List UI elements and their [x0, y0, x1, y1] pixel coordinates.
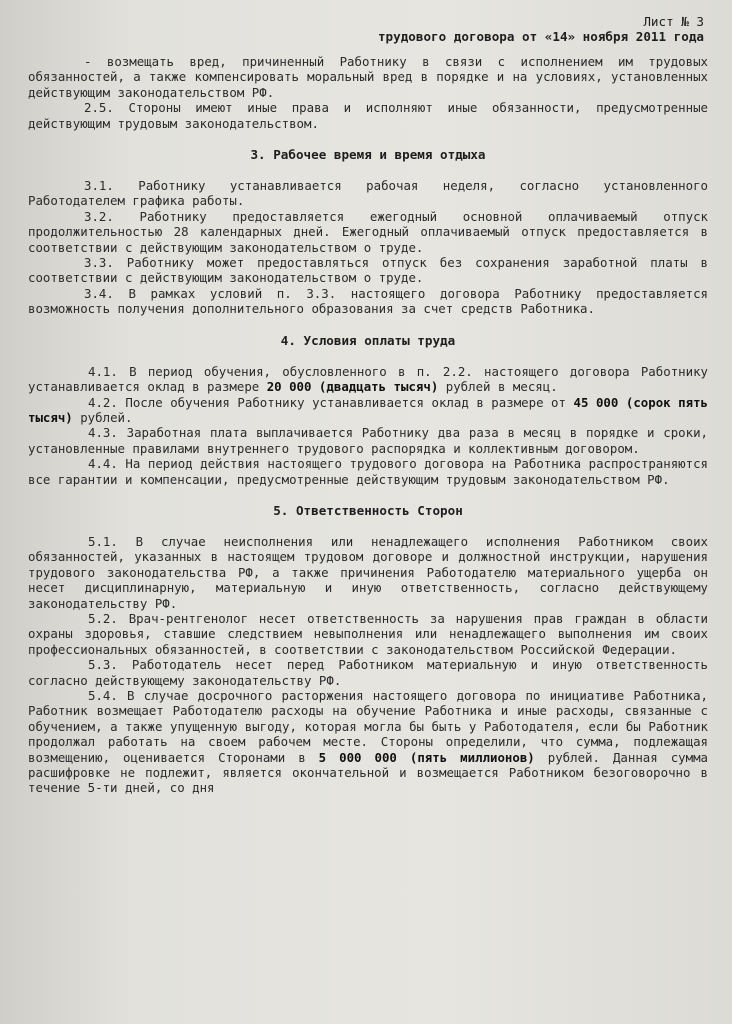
paragraph-5-4-end: рублей. Данная сумма расшифровке не подлежит, является окончательной и возмещается Работником безоговорочно в течение 5-ти дней, со дня [28, 749, 708, 796]
paragraph-3-1: 3.1. Работнику устанавливается рабочая неделя, согласно установленного Работодателем графика работы. [28, 178, 708, 209]
paragraph-3-3: 3.3. Работнику может предоставляться отпуск без сохранения заработной платы в соответствии с действующим законодательством о труде. [28, 255, 708, 286]
salary-training-amount: 20 000 (двадцать тысяч) [266, 379, 439, 395]
paragraph-2-5: 2.5. Стороны имеют иные права и исполняют иные обязанности, предусмотренные действующим трудовым законодательством. [28, 100, 708, 131]
contract-reference: трудового договора от «14» ноября 2011 года [377, 29, 704, 44]
paragraph-4-2-end: рублей. [72, 409, 133, 425]
paragraph-4-2 [28, 395, 708, 426]
section-3-title: 3. Рабочее время и время отдыха [250, 147, 486, 163]
paragraph-4-4: 4.4. На период действия настоящего трудового договора на Работника распространяются все гарантии и компенсации, предусмотренные действующим трудовым законодательством РФ. [28, 456, 708, 487]
paragraph-3-2: 3.2. Работнику предоставляется ежегодный основной оплачиваемый отпуск продолжительностью 28 календарных дней. Ежегодный оплачиваемый отпуск предоставляется в соответствии с действующим законодательством о труде. [28, 208, 708, 255]
section-4-title: 4. Условия оплаты труда [280, 332, 456, 348]
paragraph-5-2: 5.2. Врач-рентгенолог несет ответственность за нарушения прав граждан в области охраны здоровья, ставшие следствием невыполнения или ненадлежащего выполнения им своих профессиональных обязанностей, в соответствии с законодательством Российской Федерации. [28, 610, 708, 657]
paragraph-5-4 [28, 688, 708, 796]
paragraph-2-4-continuation: - возмещать вред, причиненный Работнику в связи с исполнением им трудовых обязанностей, а также компенсировать моральный вред в порядке и на условиях, установленных действующим законодательством РФ. [28, 54, 708, 100]
salary-after-training-amount: 45 000 (сорок пять тысяч) [28, 394, 708, 425]
paragraph-4-2-text: 4.2. После обучения Работнику устанавливается оклад в размере от [88, 394, 574, 410]
paragraph-5-3: 5.3. Работодатель несет перед Работником материальную и иную ответственность согласно действующему законодательству РФ. [28, 657, 708, 688]
paragraph-4-1 [28, 364, 708, 395]
paragraph-4-1-text: 4.1. В период обучения, обусловленного в п. 2.2. настоящего договора Работнику устанавливается оклад в размере [28, 363, 708, 395]
paragraph-5-4-text: 5.4. В случае досрочного расторжения настоящего договора по инициативе Работника, Работник возмещает Работодателю расходы на обучение Работника и иные расходы, связанные с обучением, а также упущенную выгоду, которая могла бы быть у Работодателя, если бы Работник продолжал работать на своем рабочем месте. Стороны определили, что сумма, подлежащая возмещению, оценивается Сторонами в [28, 688, 708, 765]
compensation-amount: 5 000 000 (пять миллионов) [318, 749, 535, 765]
paragraph-3-4: 3.4. В рамках условий п. 3.3. настоящего договора Работнику предоставляется возможность получения дополнительного образования за счет средств Работника. [28, 285, 708, 317]
sheet-number: Лист № 3 [643, 14, 704, 29]
page-header [28, 14, 708, 44]
section-5-title: 5. Ответственность Сторон [273, 502, 463, 518]
paragraph-5-1: 5.1. В случае неисполнения или ненадлежащего исполнения Работником своих обязанностей, указанных в настоящем трудовом договоре и должностной инструкции, нарушения трудового законодательства РФ, а также причинения Работодателю материального ущерба он несет дисциплинарную, материальную и иную ответственность, согласно действующему законодательству РФ. [28, 533, 708, 611]
paragraph-4-3: 4.3. Заработная плата выплачивается Работнику два раза в месяц в порядке и сроки, установленные правилами внутреннего трудового распорядка и коллективным договором. [28, 425, 708, 456]
paragraph-4-1-end: рублей в месяц. [438, 379, 558, 395]
